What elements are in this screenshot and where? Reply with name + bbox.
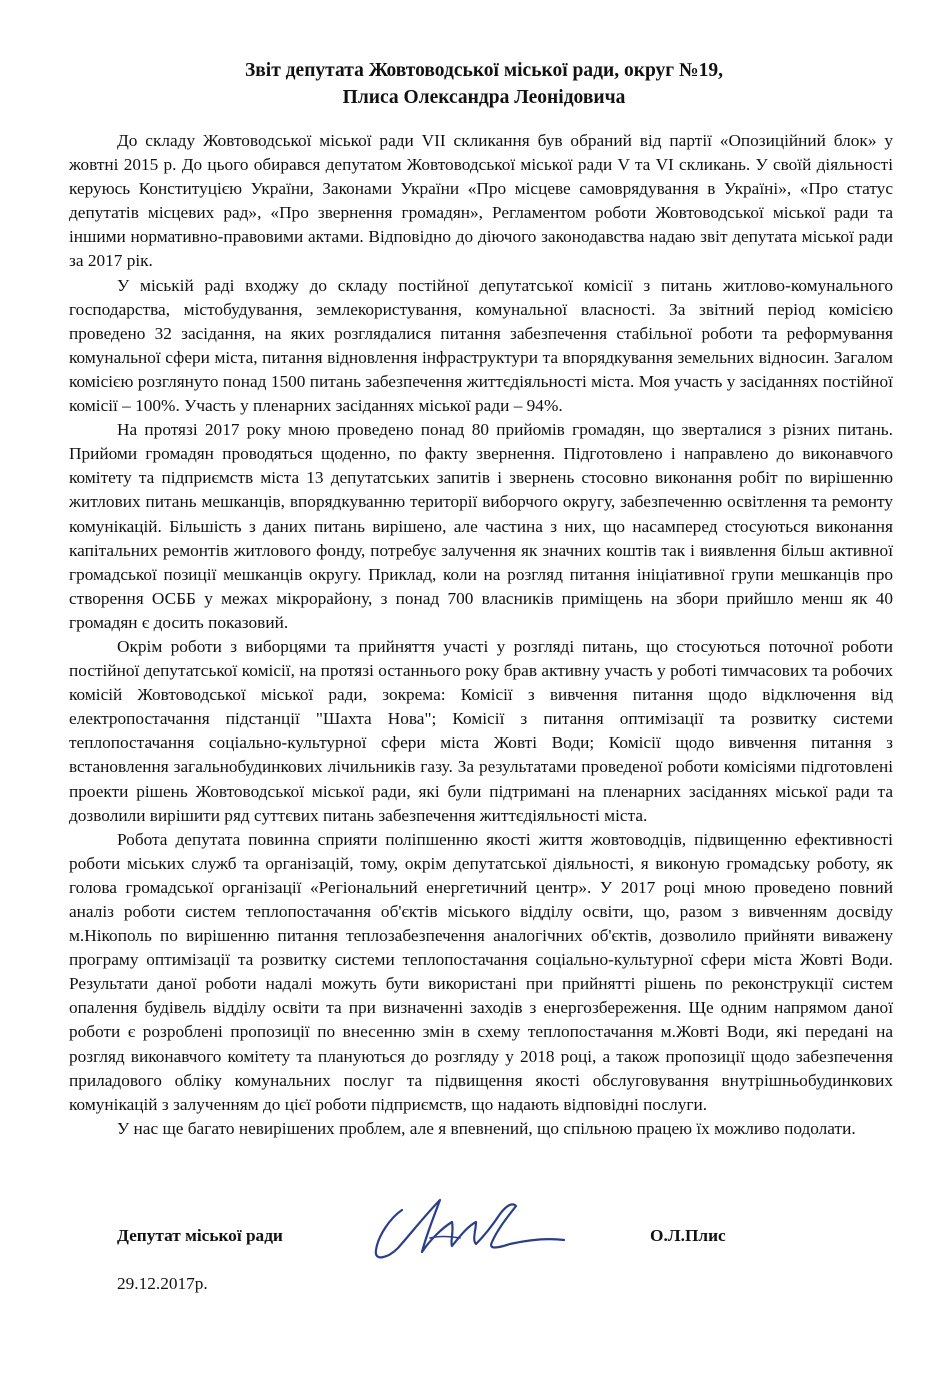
handwritten-signature <box>368 1192 568 1270</box>
paragraph-election: До складу Жовтоводської міської ради VII скликання був обраний від партії «Опозиційний блок» у жовтні 2015 р. До цього обирався депутатом Жовтоводської міської ради V та VI скликань. У своїй діяльності керуюсь Конституцією України, Законами України «Про місцеве самоврядування в Україні», «Про статус депутатів місцевих рад», «Про звернення громадян», Регламентом роботи Жовтоводської міської ради та іншими нормативно-правовими актами. Відповідно до діючого законодавства надаю звіт депутата міської ради за 2017 рік. <box>69 131 893 271</box>
document-title-line-1: Звіт депутата Жовтоводської міської ради, округ №19, <box>244 60 723 81</box>
paragraph-conclusion: У нас ще багато невирішених проблем, але я впевнений, що спільною працею їх можливо подолати. <box>117 1118 856 1138</box>
document-title-line-2: Плиса Олександра Леонідовича <box>342 87 626 108</box>
paragraph-citizen-reception: На протязі 2017 року мною проведено понад 80 прийомів громадян, що зверталися з різних питань. Прийоми громадян проводяться щоденно, по факту звернення. Підготовлено і направлено до виконавчого комітету та підприємств міста 13 депутатських запитів і звернень стосовно виконання робіт по вирішенню житлових питань мешканців, впорядкуванню території виборчого округу, забезпеченню освітлення та ремонту комунікацій. Більшість з даних питань вирішено, але частина з них, що насамперед стосуються виконання капітальних ремонтів житлового фонду, потребує залучення як значних коштів так і виявлення більш активної громадської позиції мешканців округу. Приклад, коли на розгляд питання ініціативної групи мешканців про створення ОСББ у межах мікрорайону, з понад 700 власників приміщень на збори прийшло менш як 40 громадян є досить показовий. <box>69 420 893 632</box>
report-body <box>69 129 893 1141</box>
document-date: 29.12.2017р. <box>117 1274 208 1293</box>
signatory-role: Депутат міської ради <box>117 1226 283 1245</box>
paragraph-commission: У міській раді входжу до складу постійної депутатської комісії з питань житлово-комунального господарства, містобудування, землекористування, комунальної власності. За звітний період комісією проведено 32 засідання, на яких розглядалися питання забезпечення стабільної роботи та реформування комунальної сфери міста, питання відновлення інфраструктури та впорядкування земельних відносин. Загалом комісією розглянуто понад 1500 питань забезпечення життєдіяльності міста. Моя участь у засіданнях постійної комісії – 100%. Участь у пленарних засіданнях міської ради – 94%. <box>69 275 893 416</box>
paragraph-public-work: Робота депутата повинна сприяти поліпшенню якості життя жовтоводців, підвищенню ефективності роботи міських служб та організацій, тому, окрім депутатської діяльності, я виконую громадську роботу, як голова громадської організації «Регіональний енергетичний центр». У 2017 році мною проведено повний аналіз роботи систем теплопостачання об'єктів міського відділу освіти, що, разом з вивченням досвіду м.Нікополь по вирішенню питання теплозабезпечення аналогічних об'єктів, дозволило прийняти виважену програму оптимізації та розвитку системи теплопостачання соціально-культурної сфери міста Жовті Води. Результати даної роботи надалі можуть бути використані при прийнятті рішень по реконструкції систем опалення будівель відділу освіти та при визначенні заходів з енергозбереження. Ще одним напрямом даної роботи є розроблені пропозиції по внесенню змін в схему теплопостачання м.Жовті Води, які передані на розгляд виконавчого комітету та плануються до розгляду у 2018 році, а також пропозиції щодо забезпечення приладового обліку комунальних послуг та підвищення якості обслуговування внутрішньобудинкових комунікацій з залученням до цієї роботи підприємств, що надають відповідні послуги. <box>69 829 893 1114</box>
paragraph-temporary-commissions: Окрім роботи з виборцями та прийняття участі у розгляді питань, що стосуються поточної роботи постійної депутатської комісії, на протязі останнього року брав активну участь у роботі тимчасових та робочих комісій Жовтоводської міської ради, зокрема: Комісії з вивчення питання щодо відключення від електропостачання підстанції "Шахта Нова"; Комісії з питання оптимізації та розвитку системи теплопостачання соціально-культурної сфери міста Жовті Води; Комісії щодо вивчення питання з встановлення загальнобудинкових лічильників газу. За результатами проведеної роботи комісіями підготовлені проекти рішень Жовтоводської міської ради, які були підтримані на пленарних засіданнях міської ради та дозволили вирішити ряд суттєвих питань забезпечення життєдіяльності міста. <box>69 636 893 825</box>
signatory-name: О.Л.Плис <box>650 1226 726 1245</box>
